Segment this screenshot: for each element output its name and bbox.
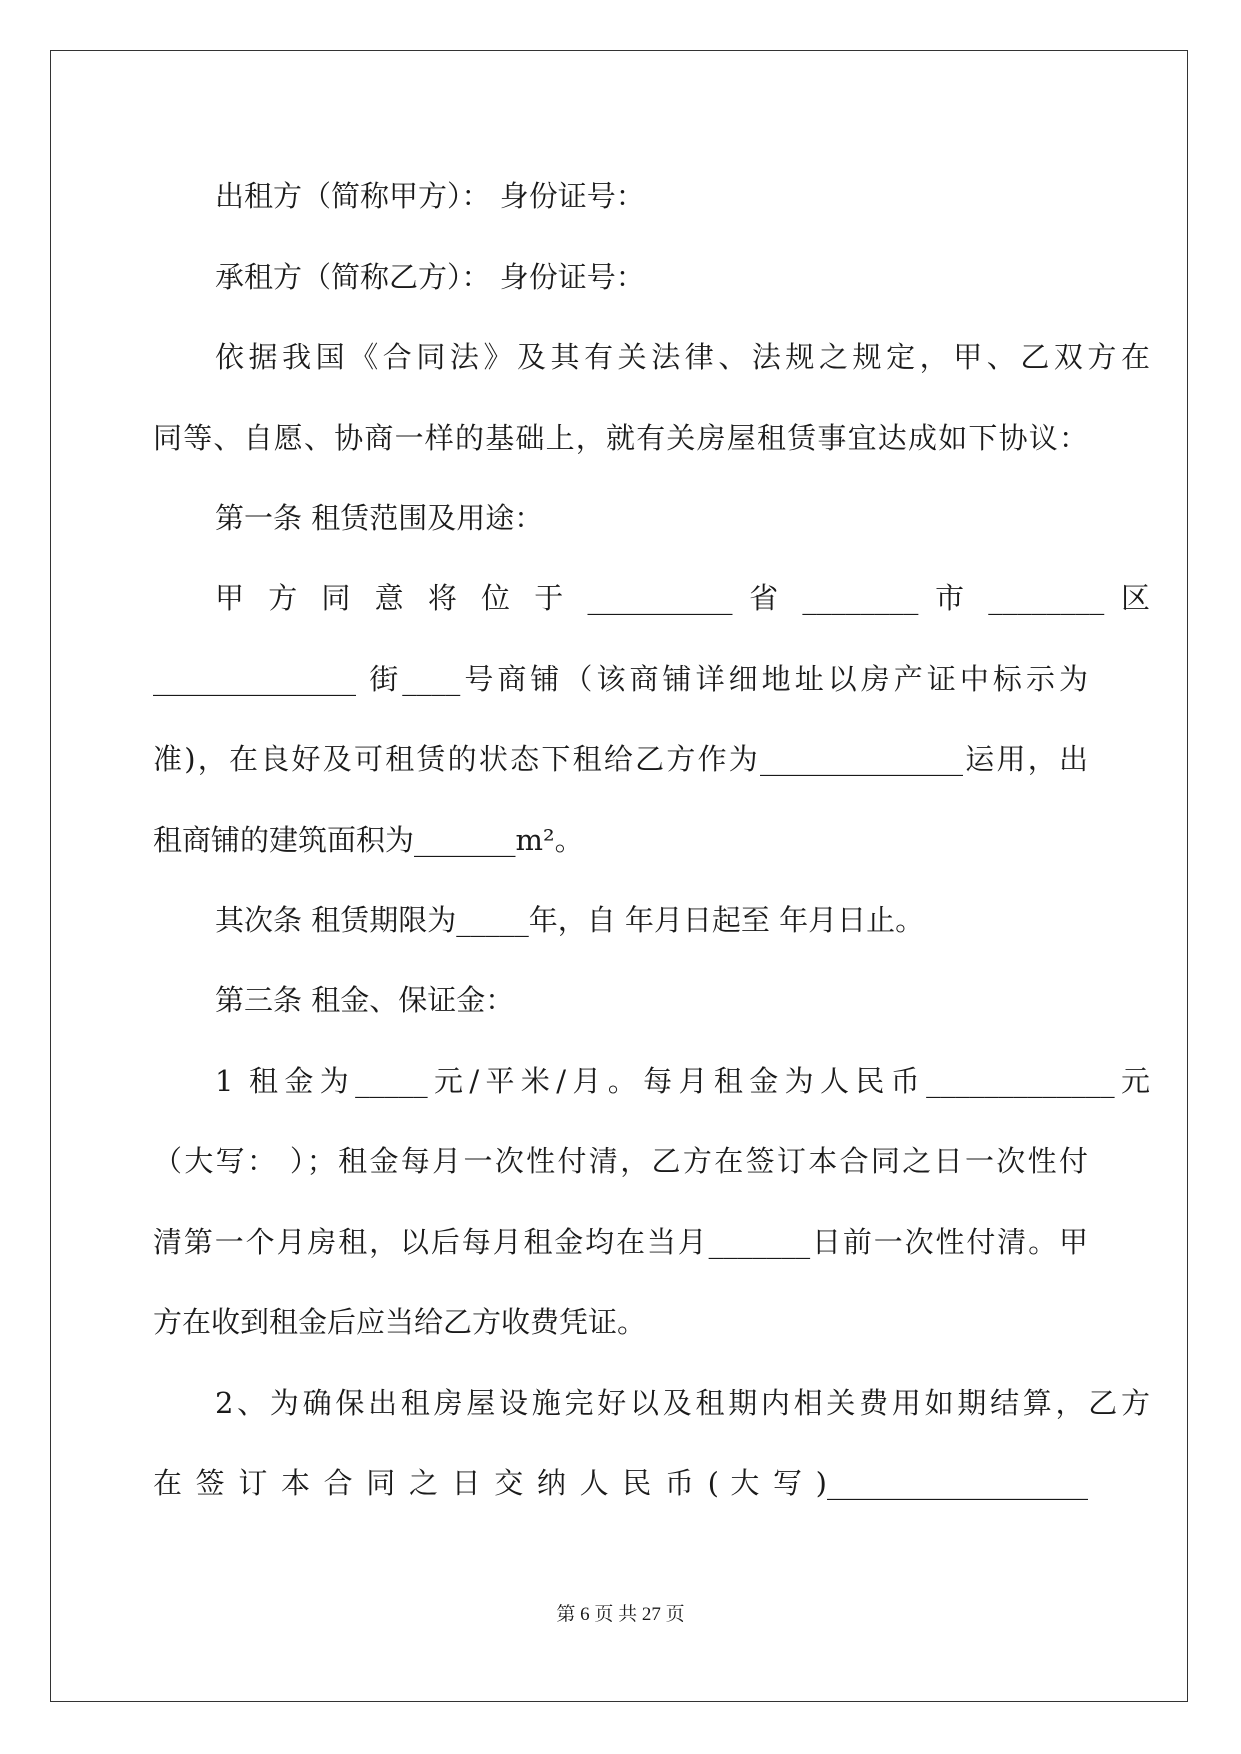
page-number-footer: 第 6 页 共 27 页 [556, 1604, 685, 1625]
article-1-line-1: 甲 方 同 意 将 位 于 __________ 省 ________ 市 ________ 区 [215, 581, 1150, 615]
article-3-item-1-line-3: 清第一个月房租，以后每月租金均在当月_______日前一次性付清。甲 [153, 1225, 1088, 1259]
preamble-line-1: 依据我国《合同法》及其有关法律、法规之规定，甲、乙双方在 [215, 340, 1150, 374]
article-3-item-2-line-1: 2、为确保出租房屋设施完好以及租期内相关费用如期结算，乙方 [215, 1386, 1150, 1420]
article-3-item-1-line-1: 1 租金为_____元/平米/月。每月租金为人民币_____________元 [215, 1064, 1150, 1098]
article-1-heading: 第一条 租赁范围及用途： [215, 501, 544, 535]
article-3-item-1-line-4: 方在收到租金后应当给乙方收费凭证。 [153, 1305, 647, 1339]
article-3-item-2-line-2: 在 签 订 本 合 同 之 日 交 纳 人 民 币 ( 大 写 )__________________ [153, 1466, 1088, 1500]
article-1-line-4: 租商铺的建筑面积为_______m²。 [153, 823, 584, 857]
article-2-line: 其次条 租赁期限为_____年，自 年月日起至 年月日止。 [215, 903, 925, 937]
article-3-heading: 第三条 租金、保证金： [215, 983, 515, 1017]
preamble-line-2: 同等、自愿、协商一样的基础上，就有关房屋租赁事宜达成如下协议： [153, 421, 1088, 455]
article-3-item-1-line-2: （大写： ）；租金每月一次性付清，乙方在签订本合同之日一次性付 [153, 1144, 1088, 1178]
article-1-line-2: ______________ 街____号商铺（该商铺详细地址以房产证中标示为 [153, 662, 1088, 696]
lessee-line: 承租方（简称乙方）： 身份证号： [215, 260, 645, 294]
article-1-line-3: 准)，在良好及可租赁的状态下租给乙方作为______________运用，出 [153, 742, 1088, 776]
lessor-line: 出租方（简称甲方）： 身份证号： [215, 179, 645, 213]
page-border [50, 50, 1188, 1702]
